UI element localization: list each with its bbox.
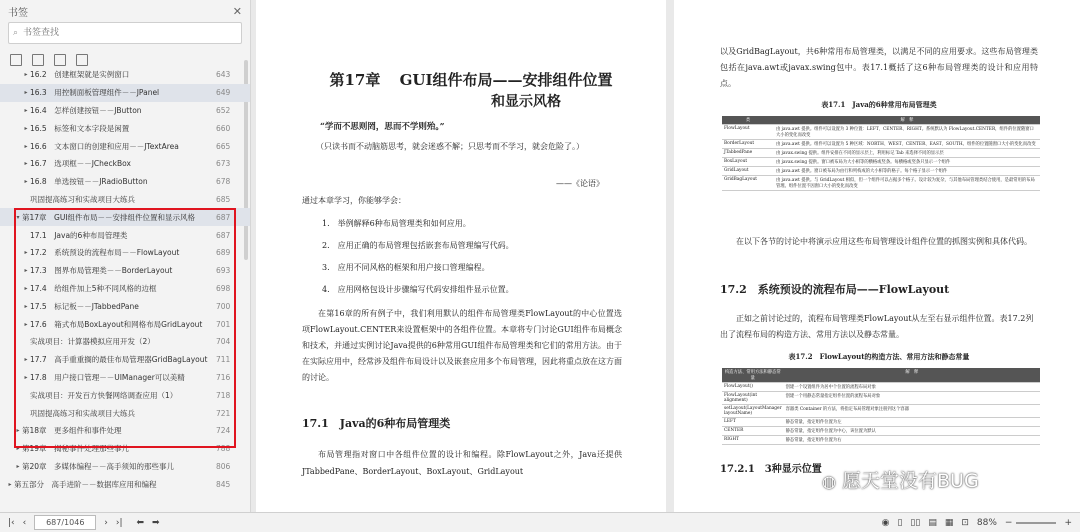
chevron-right-icon[interactable]: ▸: [16, 462, 20, 470]
bookmark-page: 716: [216, 372, 231, 382]
intro-text: 通过本章学习，你能够学会：: [302, 196, 406, 205]
table-cell: BorderLayout: [722, 140, 774, 149]
collapse-all-icon[interactable]: [32, 54, 44, 66]
chevron-right-icon[interactable]: ▸: [24, 142, 28, 150]
list-item: 1. 举例解释6种布局管理类和如何应用。: [322, 219, 471, 228]
page-number-input[interactable]: 687/1046: [34, 515, 96, 530]
table-cell: GridLayout: [722, 167, 774, 176]
bookmark-label: 16.2 创建框架就是实例窗口: [30, 70, 130, 80]
chevron-right-icon[interactable]: ▸: [8, 480, 12, 488]
chevron-right-icon[interactable]: ▸: [24, 178, 28, 186]
bookmark-item[interactable]: [0, 351, 250, 369]
table-header: 解 释: [774, 116, 1040, 125]
chapter-number: 第17章: [329, 71, 381, 89]
bookmark-page: 701: [216, 319, 231, 329]
chevron-right-icon[interactable]: ▸: [24, 302, 28, 310]
bookmark-page: 665: [216, 141, 231, 151]
bookmark-label: 第17章 GUI组件布局－－安排组件位置和显示风格: [22, 212, 196, 222]
table-row: [722, 392, 1040, 405]
bookmark-label: 第五部分 高手进阶－－数据库应用和编程: [14, 479, 157, 489]
chevron-right-icon[interactable]: ▸: [24, 89, 28, 97]
zoom-out-icon[interactable]: −: [1004, 517, 1013, 528]
bookmark-label: 16.5 标签和文本字段是闲置: [30, 123, 130, 133]
bookmark-item[interactable]: [0, 315, 250, 333]
bookmark-label: 16.8 单选按钮－－JRadioButton: [30, 177, 148, 187]
bookmark-item[interactable]: [0, 404, 250, 422]
bookmark-item[interactable]: [0, 262, 250, 280]
chevron-right-icon[interactable]: ▸: [24, 160, 28, 168]
bookmark-page: 643: [216, 70, 231, 80]
chevron-down-icon[interactable]: ▾: [16, 213, 20, 221]
table-cell: GridBagLayout: [722, 176, 774, 191]
chevron-right-icon[interactable]: ▸: [24, 356, 28, 364]
quote-line: “学而不思则罔，思而不学则殆。”: [320, 122, 445, 132]
watermark: [822, 466, 979, 493]
chapter-title-line1: GUI组件布局——安排组件位置: [399, 71, 613, 89]
table-cell: 静态常量，指定组件位置为中心，该位置为默认: [784, 427, 1040, 436]
body-paragraph-2: 布局管理指对窗口中各组件位置的设计和编程。除FlowLayout之外，Java还提供JTabbedPane、BorderLayout、BoxLayout、GridLayout: [302, 450, 622, 476]
table-row: [722, 140, 1040, 149]
table-cell: RIGHT: [722, 436, 784, 445]
bookmark-label: 巩固提高练习和实战项目大练兵: [30, 194, 135, 204]
bookmark-page: 689: [216, 248, 231, 258]
chevron-right-icon[interactable]: ▸: [16, 427, 20, 435]
bookmark-label: 17.6 箱式布局BoxLayout和网格布局GridLayout: [30, 319, 203, 329]
body-paragraph: 在第16章的所有例子中，我们利用默认的组件布局管理类FlowLayout的中心位置选项FlowLayout.CENTER来设置框架中的各组件位置。本章将专门讨论GUI组件布局概念和技术，并通过实例讨论Java提供的6种常用GUI组件布局管理类和它们的常用方法。由于在实际应用中，经常涉及组件布局设计以及嵌套应用多个布局管理，因此将重点放在这方面的讨论。: [302, 309, 622, 382]
bookmark-item[interactable]: [0, 226, 250, 244]
chevron-right-icon[interactable]: ▸: [24, 320, 28, 328]
table2-caption: 表17.2 FlowLayout的构造方法、常用方法和静态常量: [788, 352, 970, 361]
table-row: [722, 418, 1040, 427]
list-item: 4. 应用网格包设计步骤编写代码安排组件显示位置。: [322, 285, 514, 294]
bookmark-item[interactable]: [0, 244, 250, 262]
bookmark-page: 700: [216, 301, 231, 311]
bookmark-tree: [0, 66, 250, 493]
continuous-icon[interactable]: ▤: [928, 517, 937, 528]
double-page-icon[interactable]: ▯▯: [910, 517, 921, 528]
table1-caption: 表17.1 Java的6种常用布局管理类: [821, 100, 937, 109]
watermark-text: 愿天堂没有BUG: [842, 470, 979, 492]
prev-page-icon[interactable]: ‹: [22, 517, 27, 528]
expand-all-icon[interactable]: [10, 54, 22, 66]
bookmark-page: 788: [216, 444, 231, 454]
table-cell: JTabbedPane: [722, 149, 774, 158]
bookmark-item[interactable]: [0, 119, 250, 137]
bookmark-label: 17.4 给组件加上5种不同风格的边框: [30, 283, 157, 293]
table-cell: FlowLayout: [722, 125, 774, 140]
bookmark-item[interactable]: [0, 155, 250, 173]
bookmark-item[interactable]: [0, 386, 250, 404]
bookmark-page: 704: [216, 337, 231, 347]
bookmark-title: 书签: [8, 7, 28, 19]
bookmark-page: 678: [216, 177, 231, 187]
table-cell: 由 javax.swing 提供。组件安排在不同的显示层上，利用标记 Tab 来选择不同的显示层: [774, 149, 1040, 158]
table-row: [722, 176, 1040, 191]
table-cell: 由 java.awt 提供。与 GridLayout 相似，但一个组件可以占据多个格子。设计较为复杂，与其他布局管理类结合使用，是最常用的布局管理。组件位置不因窗口大小的变化而改变: [774, 176, 1040, 191]
table-cell: 容器类 Container 的方法，将指定布局管理对象注册到这个容器: [784, 405, 1040, 418]
bookmark-search[interactable]: [8, 22, 242, 44]
bookmark-page: 724: [216, 426, 231, 436]
bookmark-page: 698: [216, 283, 231, 293]
add-bookmark-icon[interactable]: [54, 54, 66, 66]
table-cell: 静态常量，指定组件位置为左: [784, 418, 1040, 427]
table-cell: 创建一个设置组件为居中个位置的流程布局对象: [784, 383, 1040, 392]
bookmark-page: 845: [216, 479, 231, 489]
list-item: 3. 应用不同风格的框架和用户接口管理编程。: [322, 263, 490, 272]
bookmark-item[interactable]: [0, 208, 250, 226]
section-heading: 17.1 Java的6种布局管理类: [302, 417, 451, 430]
chevron-right-icon[interactable]: ▸: [24, 267, 28, 275]
quote-source: ——《论语》: [556, 179, 604, 188]
first-page-icon[interactable]: |‹: [8, 517, 15, 528]
chevron-right-icon[interactable]: ▸: [24, 106, 28, 114]
bookmark-item[interactable]: [0, 191, 250, 209]
table-row: [722, 125, 1040, 140]
table-cell: 创建一个用静态常量指定组件位置的流程布局对象: [784, 392, 1040, 405]
forward-icon[interactable]: ➡: [152, 517, 160, 528]
bookmark-item[interactable]: [0, 84, 250, 102]
bookmark-page: 687: [216, 212, 231, 222]
bookmark-item[interactable]: [0, 66, 250, 84]
subsection-heading: 17.2.1 3种显示位置: [720, 464, 822, 475]
table-row: [722, 405, 1040, 418]
table-row: [722, 436, 1040, 445]
bookmark-page: 673: [216, 159, 231, 169]
bookmark-panel: [0, 0, 251, 512]
bookmark-item[interactable]: [0, 422, 250, 440]
bookmark-page: 660: [216, 123, 231, 133]
bookmark-item[interactable]: [0, 333, 250, 351]
table2: [722, 368, 1040, 445]
table-cell: setLayout(LayoutManager layoutName): [724, 406, 782, 416]
table-cell: 静态常量，指定组件位置为右: [784, 436, 1040, 445]
last-page-icon[interactable]: ›|: [115, 517, 123, 528]
bookmark-label: 17.3 图界布局管理类－－BorderLayout: [30, 266, 173, 276]
table-row: [722, 383, 1040, 392]
chevron-right-icon[interactable]: ▸: [24, 373, 28, 381]
bookmark-item[interactable]: [0, 173, 250, 191]
table-cell: CENTER: [722, 427, 784, 436]
table-header: 构造方法、常用方法和静态常量: [722, 368, 784, 383]
document-page-right: [674, 0, 1080, 512]
chevron-right-icon[interactable]: ▸: [24, 249, 28, 257]
bookmark-icon[interactable]: [76, 54, 88, 66]
bookmark-label: 巩固提高练习和实战项目大练兵: [30, 408, 135, 418]
back-icon[interactable]: ⬅: [136, 517, 145, 528]
chapter-title-line2: 和显示风格: [491, 94, 561, 110]
list-item: 2. 应用正确的布局管理包括嵌套布局管理编写代码。: [322, 241, 514, 250]
bookmark-header: [0, 0, 250, 22]
table-row: [722, 158, 1040, 167]
bookmark-item[interactable]: [0, 280, 250, 298]
table-row: [722, 427, 1040, 436]
table-cell: 由 java.awt 提供。窗口被布局为由行和列构成的大小相等的格子。每个格子显示一个组件: [774, 167, 1040, 176]
bookmark-item[interactable]: [0, 137, 250, 155]
table-cell: FlowLayout(int alignment): [722, 392, 784, 405]
document-page-left: [256, 0, 666, 512]
bookmark-page: 718: [216, 390, 231, 400]
bookmark-label: 17.1 Java的6种布局管理类: [30, 230, 128, 240]
table-row: [722, 167, 1040, 176]
bookmark-search-input[interactable]: [21, 27, 225, 39]
zoom-in-icon[interactable]: +: [1064, 517, 1072, 528]
wechat-icon: ◍: [822, 472, 836, 491]
table1: [722, 116, 1040, 191]
quote-explanation: （只读书而不动脑筋思考，就会迷惑不解；只思考而不学习，就会危险了。）: [316, 142, 584, 151]
bookmark-label: 实战项目：开发百方快餐网络调查应用（1）: [30, 390, 178, 400]
bookmark-page: 806: [216, 461, 231, 471]
bookmark-page: 652: [216, 105, 231, 115]
table-row: [722, 149, 1040, 158]
zoom-slider[interactable]: [1016, 522, 1056, 524]
bookmark-label: 第18章 更多组件和事件处理: [22, 426, 122, 436]
table-header: 解 释: [784, 368, 1040, 383]
bookmark-page: 693: [216, 266, 231, 276]
bookmark-item[interactable]: [0, 458, 250, 476]
bookmark-item[interactable]: [0, 440, 250, 458]
bookmark-label: 实战项目：计算器模拟应用开发（2）: [30, 337, 155, 347]
bookmark-item[interactable]: [0, 475, 250, 493]
bookmark-label: 第19章 揭秘事件处理那些事儿: [22, 444, 130, 454]
bookmark-label: 16.3 用控制面板管理组件－－JPanel: [30, 88, 160, 98]
section-heading: 17.2 系统预设的流程布局——FlowLayout: [720, 283, 950, 296]
bookmark-label: 16.6 文本窗口的创建和应用－－JTextArea: [30, 141, 179, 151]
bookmark-label: 17.8 用户接口管理－－UIManager可以美精: [30, 372, 185, 382]
bookmark-item[interactable]: [0, 369, 250, 387]
bookmark-label: 17.5 标记板－－JTabbedPane: [30, 301, 139, 311]
chevron-right-icon[interactable]: ▸: [24, 124, 28, 132]
table-cell: FlowLayout(): [722, 383, 784, 392]
body-paragraph: 以及GridBagLayout，共6种常用布局管理类，以满足不同的应用要求。这些布局管理类包括在java.awt或javax.swing包中。表17.1概括了这6种布局管理类的设计和应用特点。: [720, 47, 1038, 88]
table-cell: BoxLayout: [722, 158, 774, 167]
book-mode-icon[interactable]: ▦: [944, 517, 954, 528]
bookmark-label: 17.7 高手重重搁的最佳布局管理器GridBagLayout: [30, 355, 208, 365]
table-cell: 由 java.awt 提供。组件可以设置为 5 种区域：NORTH、WEST、CENTER、EAST、SOUTH。组件的位置随窗口大小的变化而改变: [774, 140, 1040, 149]
table-cell: 由 javax.swing 提供。窗口被布局为大小相等的横格或竖条。每横格或竖条只显示一个组件: [774, 158, 1040, 167]
bookmark-item[interactable]: [0, 102, 250, 120]
table-cell: 由 java.awt 提供。组件可以设置为 3 种位置：LEFT、CENTER、RIGHT。系统默认为 FlowLayout.CENTER，组件的位置随窗口大小的变化而改变: [774, 125, 1040, 140]
table-cell: LEFT: [722, 418, 784, 427]
bookmark-page: 711: [216, 355, 231, 365]
bookmark-page: 687: [216, 230, 231, 240]
table-header: 类: [722, 116, 774, 125]
bookmark-label: 17.2 系统预设的流程布局－－FlowLayout: [30, 248, 180, 258]
bookmark-page: 649: [216, 88, 231, 98]
close-icon[interactable]: ✕: [232, 4, 242, 18]
body-paragraph-2: 在以下各节的讨论中将演示应用这些布局管理设计组件位置的抓图实例和具体代码。: [736, 237, 1032, 246]
single-page-icon[interactable]: ▯: [897, 517, 903, 528]
zoom-level[interactable]: 88%: [976, 517, 997, 528]
chevron-right-icon[interactable]: ▸: [16, 445, 20, 453]
chevron-right-icon[interactable]: ▸: [24, 284, 28, 292]
bookmark-label: 16.4 怎样创建按钮－－JButton: [30, 105, 142, 115]
bookmark-page: 721: [216, 408, 231, 418]
bookmark-item[interactable]: [0, 297, 250, 315]
objectives-list: [322, 213, 642, 301]
zoom-fit-icon[interactable]: ⊡: [961, 517, 969, 528]
chevron-right-icon[interactable]: ▸: [24, 71, 28, 79]
bookmark-page: 685: [216, 194, 231, 204]
body-paragraph-3: 正如之前讨论过的，流程布局管理类FlowLayout从左至右显示组件位置。表17.2列出了流程布局的构造方法、常用方法以及静态常量。: [720, 314, 1034, 339]
eye-mode-icon[interactable]: ◉: [881, 517, 890, 528]
bookmark-label: 第20章 多媒体编程－－高手须知的那些事儿: [22, 461, 175, 471]
status-bar: [0, 512, 1080, 532]
bookmark-label: 16.7 选项框－－JCheckBox: [30, 159, 131, 169]
next-page-icon[interactable]: ›: [104, 517, 108, 528]
search-icon: ⌕: [13, 28, 19, 38]
chapter-title: [306, 70, 636, 113]
